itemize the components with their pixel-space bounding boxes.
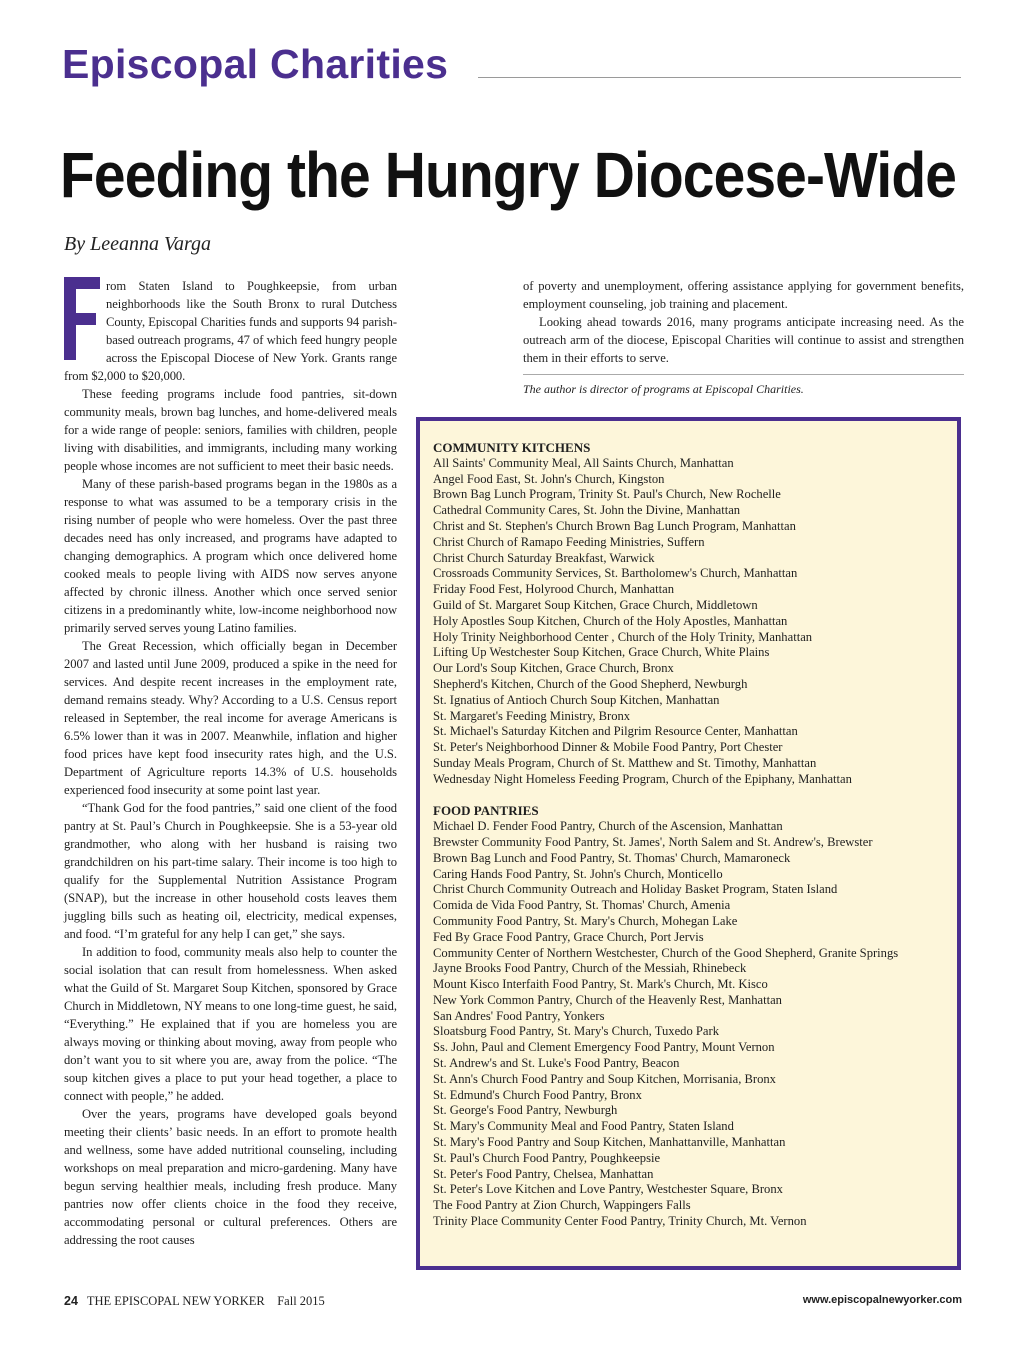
pantries-heading: FOOD PANTRIES xyxy=(433,803,539,819)
list-item: Sunday Meals Program, Church of St. Matthew and St. Timothy, Manhattan xyxy=(433,755,817,770)
list-item: Brown Bag Lunch Program, Trinity St. Paul's Church, New Rochelle xyxy=(433,487,781,502)
list-item: Holy Apostles Soup Kitchen, Church of the Holy Apostles, Manhattan xyxy=(433,613,788,628)
list-item: The Food Pantry at Zion Church, Wappingers Falls xyxy=(433,1198,691,1213)
list-item: Brown Bag Lunch and Food Pantry, St. Thomas' Church, Mamaroneck xyxy=(433,850,791,865)
list-item: Christ Church of Ramapo Feeding Ministries, Suffern xyxy=(433,534,705,549)
list-item: Crossroads Community Services, St. Bartholomew's Church, Manhattan xyxy=(433,566,798,581)
dropcap-letter-f xyxy=(64,277,102,360)
list-item: Caring Hands Food Pantry, St. John's Church, Monticello xyxy=(433,866,723,881)
list-item: Angel Food East, St. John's Church, Kingston xyxy=(433,471,665,486)
list-item: Brewster Community Food Pantry, St. James', North Salem and St. Andrew's, Brewster xyxy=(433,834,873,849)
author-note-rule xyxy=(523,374,964,375)
list-item: Trinity Place Community Center Food Pantry, Trinity Church, Mt. Vernon xyxy=(433,1214,807,1229)
list-item: Fed By Grace Food Pantry, Grace Church, Port Jervis xyxy=(433,929,704,944)
issue-date: Fall 2015 xyxy=(277,1294,325,1308)
headline: Feeding the Hungry Diocese-Wide xyxy=(60,139,957,211)
footer-left xyxy=(64,1294,325,1309)
program-list-box xyxy=(416,417,961,1270)
article-paragraph: Looking ahead towards 2016, many programs anticipate increasing need. As the outreach arm of the diocese, Episcopal Charities will continue to assist and strengthen them in their efforts to serve. xyxy=(523,315,964,365)
list-item: All Saints' Community Meal, All Saints Church, Manhattan xyxy=(433,455,734,470)
article-paragraph: of poverty and unemployment, offering assistance applying for government benefits, employment counseling, job training and placement. xyxy=(523,279,964,311)
list-item: Wednesday Night Homeless Feeding Program, Church of the Epiphany, Manhattan xyxy=(433,771,852,786)
author-note: The author is director of programs at Episcopal Charities. xyxy=(523,382,804,396)
kitchens-list xyxy=(433,456,948,788)
list-item: Christ Church Community Outreach and Holiday Basket Program, Staten Island xyxy=(433,882,838,897)
article-paragraph: “Thank God for the food pantries,” said one client of the food pantry at St. Paul’s Church in Poughkeepsie. She is a 53-year old grandmother, who along with her husband is raising two grandchildren on his part-time salary. Their income is too high to qualify for the Supplemental Nutrition Assistance Program (SNAP), but the increase in other household costs leaves them juggling bills such as heating oil, electricity, medical expenses, and food. “I’m grateful for any help I can get,” she says. xyxy=(64,801,397,941)
list-item: Sloatsburg Food Pantry, St. Mary's Church, Tuxedo Park xyxy=(433,1024,719,1039)
list-item: Christ Church Saturday Breakfast, Warwick xyxy=(433,550,655,565)
list-item: Our Lord's Soup Kitchen, Grace Church, Bronx xyxy=(433,661,674,676)
section-title: Episcopal Charities xyxy=(62,41,449,87)
list-item: Guild of St. Margaret Soup Kitchen, Grace Church, Middletown xyxy=(433,597,758,612)
list-item: St. Peter's Neighborhood Dinner & Mobile Food Pantry, Port Chester xyxy=(433,740,783,755)
article-right-intro xyxy=(523,277,964,367)
list-item: St. Mary's Community Meal and Food Pantry, Staten Island xyxy=(433,1119,734,1134)
list-item: Shepherd's Kitchen, Church of the Good Shepherd, Newburgh xyxy=(433,676,748,691)
list-item: St. Margaret's Feeding Ministry, Bronx xyxy=(433,708,631,723)
list-item: St. George's Food Pantry, Newburgh xyxy=(433,1103,618,1118)
list-item: St. Michael's Saturday Kitchen and Pilgrim Resource Center, Manhattan xyxy=(433,724,798,739)
page-number: 24 xyxy=(64,1294,78,1308)
list-item: Ss. John, Paul and Clement Emergency Food Pantry, Mount Vernon xyxy=(433,1040,775,1055)
article-paragraph: In addition to food, community meals also help to counter the social isolation that can result from homelessness. When asked what the Guild of St. Margaret Soup Kitchen, sponsored by Grace Church in Middletown, NY means to one long-time guest, he said, “Everything.” He explained that if you are homeless you are always moving or thinking about moving, away from people who don’t want you to sit where you are, away from the police. “The soup kitchen gives a place to put your head together, a place to connect with people,” he added. xyxy=(64,945,397,1103)
list-item: St. Peter's Love Kitchen and Love Pantry, Westchester Square, Bronx xyxy=(433,1182,783,1197)
section-title-rule xyxy=(478,77,961,78)
article-paragraph: The Great Recession, which officially began in December 2007 and lasted until June 2009, produced a spike in the need for services. And despite recent increases in the employment rate, demand remains steady. Why? According to a U.S. Census report released in September, the real income for average Americans is 6.5% lower than it was in 2007. Meanwhile, inflation and higher food prices have kept food insecurity rates high, and the U.S. Department of Agriculture reports 14.3% of U.S. households experienced food insecurity at some point last year. xyxy=(64,639,397,797)
kitchens-heading: COMMUNITY KITCHENS xyxy=(433,440,591,455)
dropcap xyxy=(64,277,102,360)
byline: By Leeanna Varga xyxy=(64,233,212,255)
publication-name: THE EPISCOPAL NEW YORKER xyxy=(86,1294,265,1308)
list-item: St. Ignatius of Antioch Church Soup Kitchen, Manhattan xyxy=(433,692,720,707)
list-spacer xyxy=(433,788,948,804)
list-item: Community Food Pantry, St. Mary's Church, Mohegan Lake xyxy=(433,913,738,928)
article-left-column xyxy=(64,277,397,1249)
list-item: St. Ann's Church Food Pantry and Soup Kitchen, Morrisania, Bronx xyxy=(433,1071,776,1086)
list-item: St. Andrew's and St. Luke's Food Pantry, Beacon xyxy=(433,1056,680,1071)
list-item: Mount Kisco Interfaith Food Pantry, St. Mark's Church, Mt. Kisco xyxy=(433,977,768,992)
list-item: Jayne Brooks Food Pantry, Church of the Messiah, Rhinebeck xyxy=(433,961,747,976)
pantries-list xyxy=(433,819,948,1230)
footer-url[interactable]: www.episcopalnewyorker.com xyxy=(802,1294,962,1306)
list-item: Christ and St. Stephen's Church Brown Bag Lunch Program, Manhattan xyxy=(433,518,796,533)
list-item: New York Common Pantry, Church of the Heavenly Rest, Manhattan xyxy=(433,992,782,1007)
list-item: Holy Trinity Neighborhood Center , Church of the Holy Trinity, Manhattan xyxy=(433,629,813,644)
list-item: St. Mary's Food Pantry and Soup Kitchen, Manhattanville, Manhattan xyxy=(433,1135,786,1150)
list-item: Friday Food Fest, Holyrood Church, Manhattan xyxy=(433,582,675,597)
article-paragraph: rom Staten Island to Poughkeepsie, from urban neighborhoods like the South Bronx to rural Dutchess County, Episcopal Charities funds and supports 94 parish-based outreach programs, 47 of which feed hungry people across the Episcopal Diocese of New York. Grants range from $2,000 to $20,000. xyxy=(64,279,397,383)
list-item: Michael D. Fender Food Pantry, Church of the Ascension, Manhattan xyxy=(433,819,783,834)
list-item: Lifting Up Westchester Soup Kitchen, Grace Church, White Plains xyxy=(433,645,770,660)
list-item: St. Edmund's Church Food Pantry, Bronx xyxy=(433,1087,642,1102)
list-item: Community Center of Northern Westchester, Church of the Good Shepherd, Granite Springs xyxy=(433,945,899,960)
article-paragraph: Many of these parish-based programs began in the 1980s as a response to what was assumed to be a temporary crisis in the rising number of people who were homeless. Over the past three decades need has only increased, and programs have adapted to changing demographics. A program which once delivered home cooked meals to people living with AIDS now serves anyone affected by chronic illness. Another which once served senior citizens in a predominantly white, low-income neighborhood now primarily served serves young Latino families. xyxy=(64,477,397,635)
list-item: Comida de Vida Food Pantry, St. Thomas' Church, Amenia xyxy=(433,898,731,913)
list-item: Cathedral Community Cares, St. John the Divine, Manhattan xyxy=(433,503,741,518)
list-item: San Andres' Food Pantry, Yonkers xyxy=(433,1008,605,1023)
list-item: St. Peter's Food Pantry, Chelsea, Manhattan xyxy=(433,1166,654,1181)
article-paragraph: These feeding programs include food pantries, sit-down community meals, brown bag lunches, and home-delivered meals for a wide range of people: seniors, families with children, people living with disabilities, and immigrants, including many working people whose incomes are not sufficient to meet their basic needs. xyxy=(64,387,397,473)
article-paragraph: Over the years, programs have developed goals beyond meeting their clients’ basic needs. In an effort to promote health and wellness, some have added nutritional counseling, including workshops on meal preparation and micro-gardening. Many have begun serving healthier meals, including fresh produce. Many pantries now offer clients choice in the food they receive, accommodating personal or cultural preferences. Others are addressing the root causes xyxy=(64,1107,397,1247)
program-list xyxy=(433,440,948,1230)
list-item: St. Paul's Church Food Pantry, Poughkeepsie xyxy=(433,1150,661,1165)
